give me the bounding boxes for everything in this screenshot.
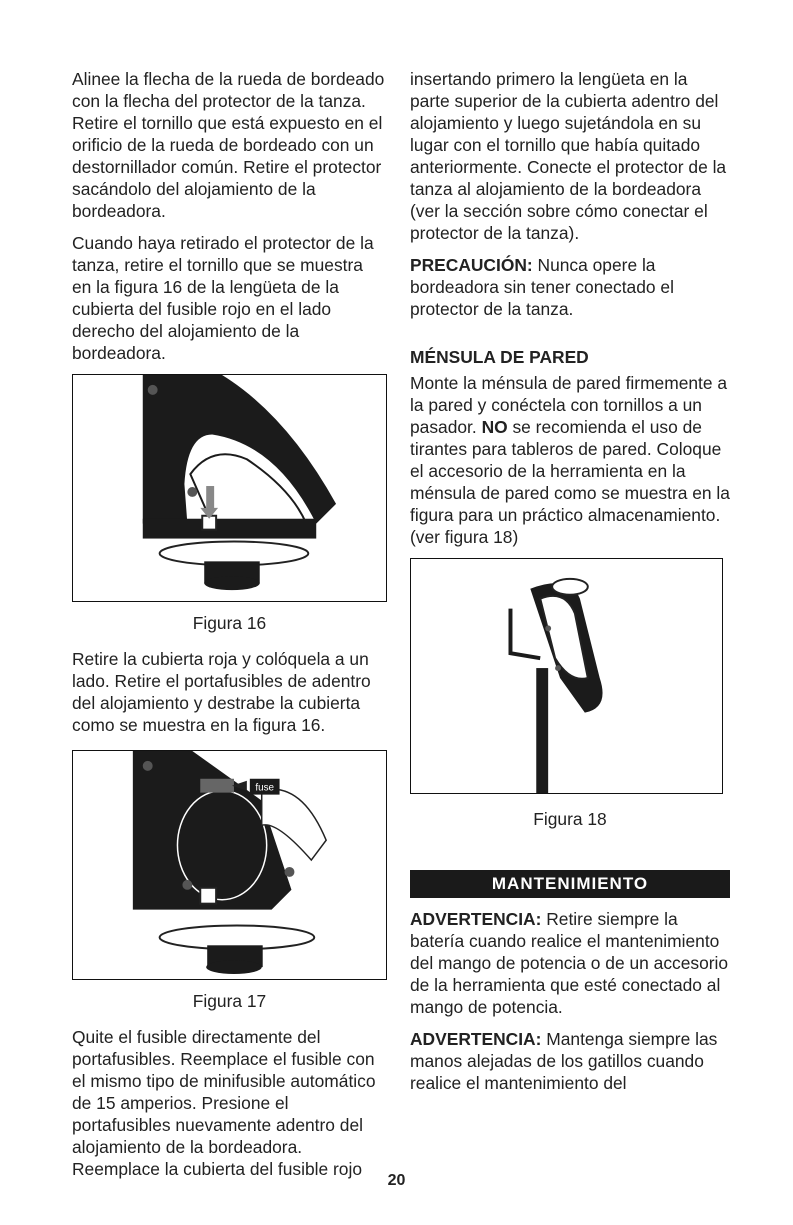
figure-17 [72, 750, 387, 980]
paragraph: Quite el fusible directamente del portafusibles. Reemplace el fusible con el mismo tipo de minifusible automático de 15 amperios. Presione el portafusibles nuevamente adentro del alojamiento de la bordeadora. Reemplace la cubierta del fusible rojo [72, 1027, 376, 1179]
caution-label: PRECAUCIÓN: [410, 255, 533, 275]
caution-paragraph [410, 254, 730, 320]
mount-text-b: se recomienda el uso de tirantes para tableros de pared. Coloque el accesorio de la herramienta en la ménsula de pared como se muestra en la figura para un práctico almacenamiento. (ver figura 18) [410, 417, 730, 547]
paragraph: Cuando haya retirado el protector de la tanza, retire el tornillo que se muestra en la figura 16 de la lengüeta de la cubierta del fusible rojo en el lado derecho del alojamiento de la bordeadora. [72, 233, 374, 363]
trimmer-guard-illustration [73, 375, 386, 601]
paragraph: Alinee la flecha de la rueda de bordeado con la flecha del protector de la tanza. Retire el tornillo que está expuesto en el orificio de la rueda de bordeado con un destornillador común. Retire el protector sacándolo del alojamiento de la bordeadora. [72, 69, 385, 221]
mount-paragraph [410, 372, 730, 548]
warning-paragraph [410, 1028, 730, 1094]
caution-text: Nunca opere la bordeadora sin tener conectado el protector de la tanza. [410, 255, 674, 319]
right-column [410, 68, 730, 1104]
paragraph: Retire la cubierta roja y colóquela a un lado. Retire el portafusibles de adentro del alojamiento y destrabe la cubierta como se muestra en la figura 16. [72, 649, 371, 735]
figure-18 [410, 558, 723, 794]
figure-caption: Figura 16 [192, 613, 267, 633]
left-column [72, 68, 387, 1190]
mount-no: NO [481, 417, 508, 437]
mount-text-a: Monte la ménsula de pared firmemente a la pared y conéctela con tornillos a un pasador. [410, 373, 728, 437]
warning-label: ADVERTENCIA: [410, 909, 542, 929]
fuse-holder-illustration [73, 751, 386, 979]
wall-bracket-illustration [411, 559, 722, 793]
warning-text: Retire siempre la batería cuando realice el mantenimiento del mango de potencia o de un accesorio de la herramienta que esté conectado al mango de potencia. [410, 909, 729, 1017]
warning-label: ADVERTENCIA: [410, 1029, 542, 1049]
paragraph: insertando primero la lengüeta en la parte superior de la cubierta adentro del alojamiento y luego sujetándola en su lugar con el tornillo que había quitado anteriormente. Conecte el protector de la tanza al alojamiento de la bordeadora (ver la sección sobre cómo conectar el protector de la tanza). [410, 69, 727, 243]
fuse-label: fuse [255, 782, 275, 794]
page-number: 20 [387, 1172, 406, 1189]
section-banner: MANTENIMIENTO [410, 870, 730, 898]
figure-16 [72, 374, 387, 602]
figure-caption: Figura 17 [192, 991, 267, 1011]
warning-paragraph [410, 908, 730, 1018]
warning-text: Mantenga siempre las manos alejadas de los gatillos cuando realice el mantenimiento del [410, 1029, 718, 1093]
section-heading: MÉNSULA DE PARED [410, 347, 589, 367]
figure-caption: Figura 18 [533, 809, 607, 829]
